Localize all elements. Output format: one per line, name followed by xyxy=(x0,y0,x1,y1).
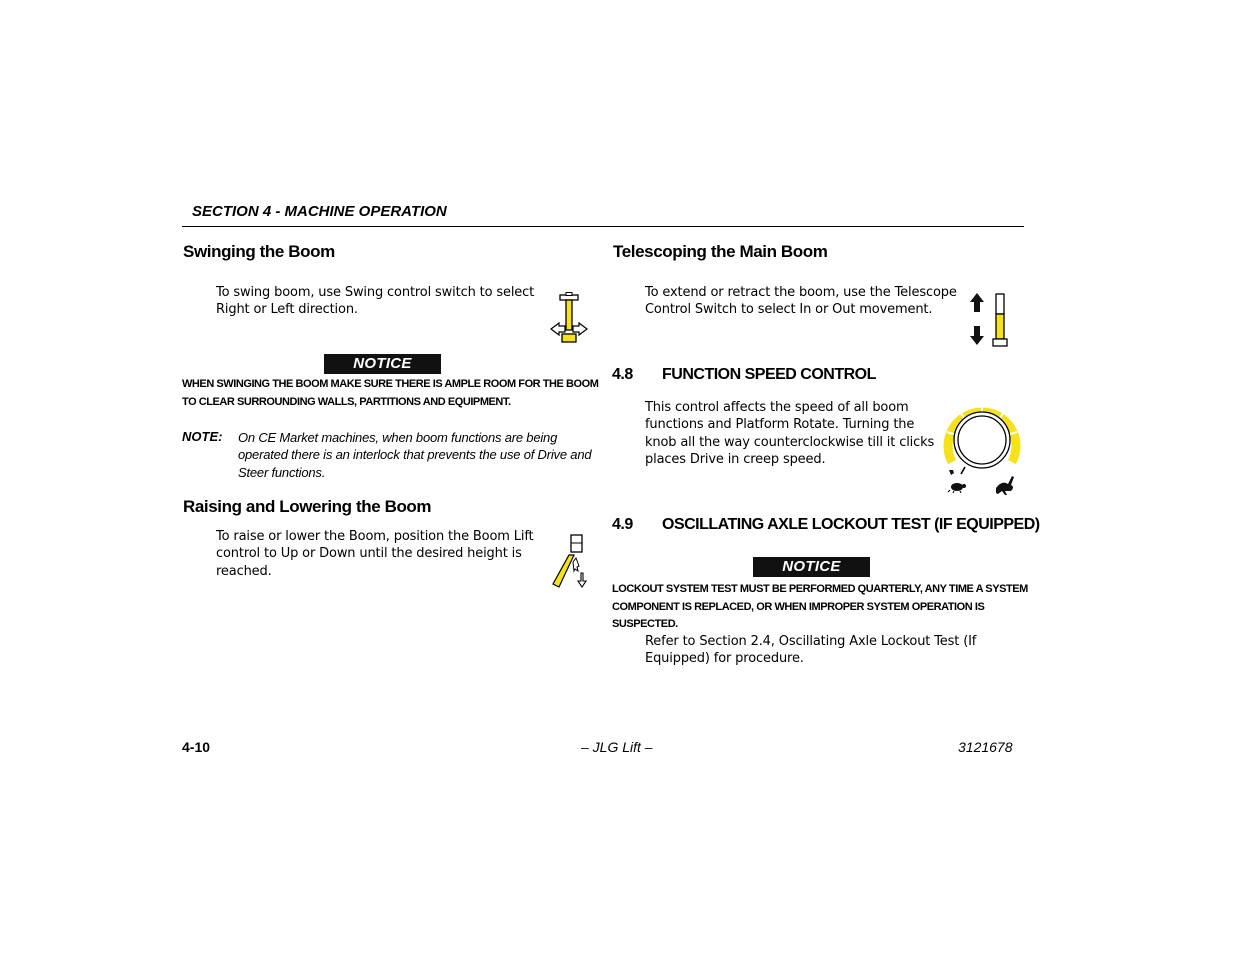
boom-lift-lever-icon xyxy=(549,533,594,589)
function-speed-control-title: FUNCTION SPEED CONTROL xyxy=(662,366,876,383)
section-number-4-8: 4.8 xyxy=(612,366,633,383)
oscillating-axle-title: OSCILLATING AXLE LOCKOUT TEST (IF EQUIPPED) xyxy=(662,516,1040,533)
notice-text-swing: WHEN SWINGING THE BOOM MAKE SURE THERE IS AMPLE ROOM FOR THE BOOM TO CLEAR SURROUNDING WALLS, PARTITIONS AND EQUIPMENT. xyxy=(182,378,599,408)
note-label: NOTE: xyxy=(182,429,223,444)
heading-function-speed-control xyxy=(612,366,876,384)
speed-knob-icon xyxy=(944,404,1024,498)
refer-paragraph: Refer to Section 2.4, Oscillating Axle Lockout Test (If Equipped) for procedure. xyxy=(645,634,977,667)
section-title: SECTION 4 - MACHINE OPERATION xyxy=(192,203,447,220)
page-number: 4-10 xyxy=(182,739,211,755)
footer-center: – JLG Lift – xyxy=(581,739,653,755)
swing-switch-icon xyxy=(549,292,589,344)
heading-swinging-the-boom: Swinging the Boom xyxy=(183,242,335,261)
telescope-switch-icon xyxy=(967,292,1012,348)
raise-paragraph: To raise or lower the Boom, position the Boom Lift control to Up or Down until the desired height is reached. xyxy=(216,529,534,579)
heading-raising-lowering-boom: Raising and Lowering the Boom xyxy=(183,497,432,516)
heading-telescoping-main-boom: Telescoping the Main Boom xyxy=(613,242,828,261)
notice-badge-lockout: NOTICE xyxy=(753,557,870,577)
notice-badge-swing: NOTICE xyxy=(324,354,441,374)
swing-paragraph: To swing boom, use Swing control switch to select Right or Left direction. xyxy=(216,285,535,318)
telescope-paragraph: To extend or retract the boom, use the Telescope Control Switch to select In or Out movement. xyxy=(645,285,957,318)
doc-number: 3121678 xyxy=(958,739,1013,755)
header-rule xyxy=(182,226,1024,227)
heading-oscillating-axle-lockout xyxy=(612,516,1040,534)
note-text: On CE Market machines, when boom functions are being operated there is an interlock that prevents the use of Drive and Steer functions. xyxy=(238,430,592,480)
speed-paragraph: This control affects the speed of all boom functions and Platform Rotate. Turning the knob all the way counterclockwise till it clicks places Drive in creep speed. xyxy=(645,400,935,467)
section-number-4-9: 4.9 xyxy=(612,516,633,533)
notice-text-lockout: LOCKOUT SYSTEM TEST MUST BE PERFORMED QUARTERLY, ANY TIME A SYSTEM COMPONENT IS REPLACED, OR WHEN IMPROPER SYSTEM OPERATION IS SUSPECTED. xyxy=(612,583,1028,630)
